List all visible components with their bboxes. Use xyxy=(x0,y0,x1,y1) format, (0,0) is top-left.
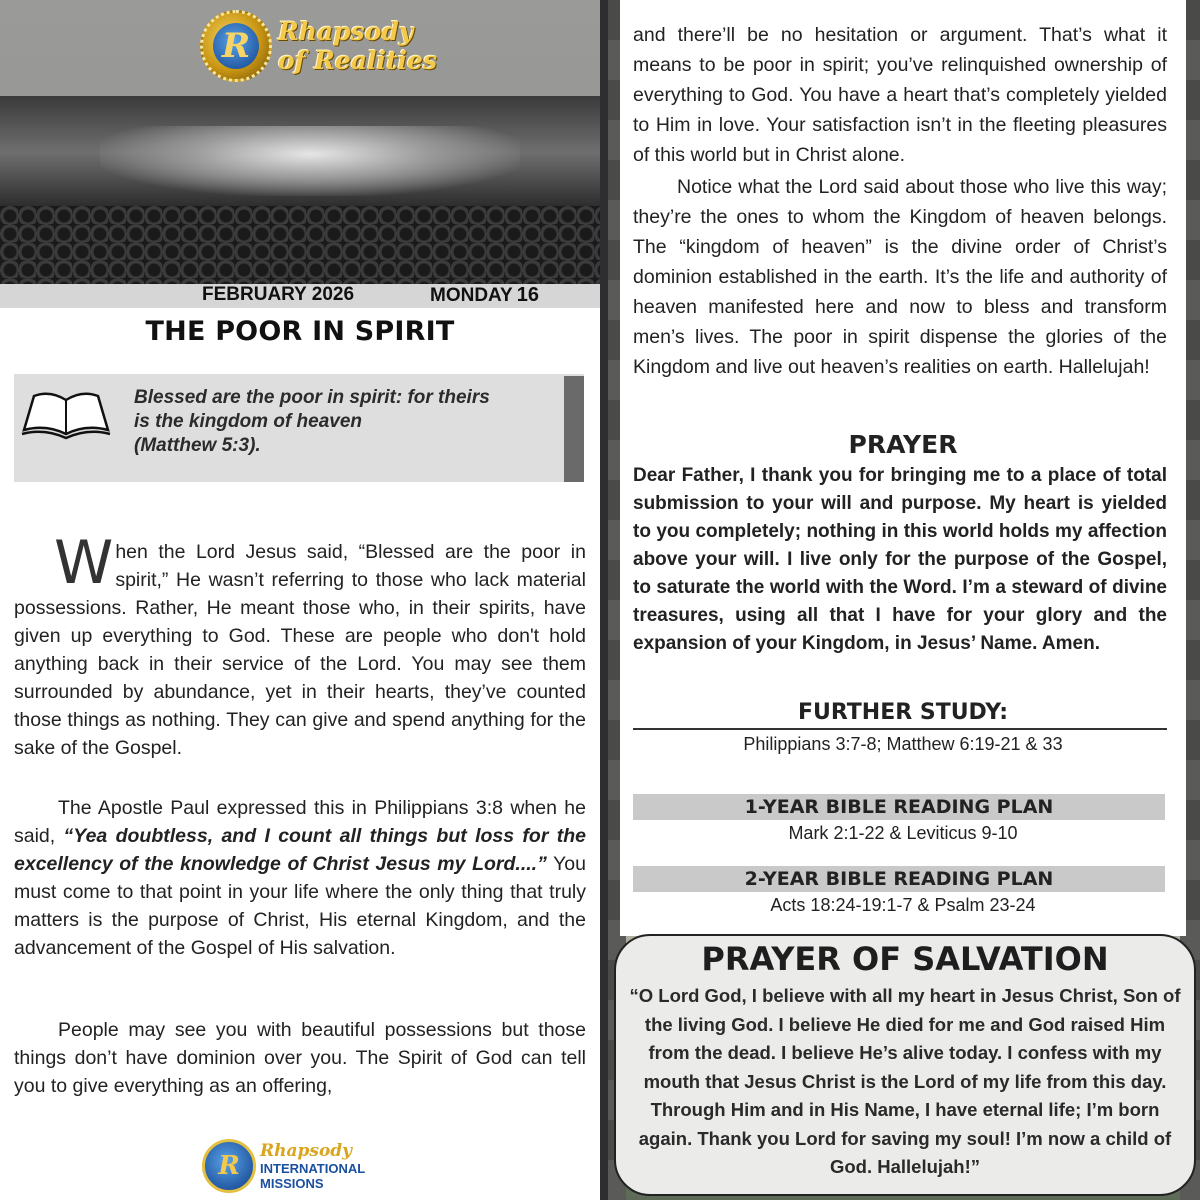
body-paragraph-3: People may see you with beautiful possessions but those things don’t have dominion over you. The Spirit of God can tell you to give everything as an offering, xyxy=(14,1019,586,1097)
further-study-refs: Philippians 3:7-8; Matthew 6:19-21 & 33 xyxy=(743,734,1063,754)
devotional-title: THE POOR IN SPIRIT xyxy=(145,316,455,347)
salvation-heading: PRAYER OF SALVATION xyxy=(701,940,1109,978)
page-gutter xyxy=(600,0,608,1200)
crowd-area xyxy=(0,206,600,284)
two-year-plan-heading: 2-YEAR BIBLE READING PLAN xyxy=(633,866,1165,892)
logo-line-1: Rhapsody xyxy=(278,17,414,46)
further-study-heading: FURTHER STUDY: xyxy=(797,700,1009,725)
body-paragraph-1: When the Lord Jesus said, “Blessed are the poor in spirit,” He wasn’t referring to those who lack material possessions. Rather, He meant those who, in their spirits, have given up everything to God. These are people who don't hold anything back in their service of the Lord. You may see them surrounded by abundance, yet in their hearts, they’ve counted those things as nothing. They can give and spend anything for the sake of the Gospel. xyxy=(14,528,586,759)
body-paragraph-5: Notice what the Lord said about those who live this way; they’re the ones to whom the Kingdom of heaven belongs. The “kingdom of heaven” is the divine order of Christ’s dominion established in the earth. It’s the life and authority of heaven manifested here and now to bless and transform men’s lives. The poor in spirit dispense the glories of the Kingdom and live out heaven’s realities on earth. Hallelujah! xyxy=(633,176,1167,378)
open-book-icon xyxy=(20,386,112,442)
scripture-quote: “Yea doubtless, and I count all things but loss for the excellency of the knowledge of Christ Jesus my Lord....” xyxy=(14,825,586,875)
one-year-plan-refs: Mark 2:1-22 & Leviticus 9-10 xyxy=(788,823,1018,843)
day-label: MONDAY 16 xyxy=(430,284,539,306)
day-number: 16 xyxy=(516,284,539,306)
logo-line-2: of Realities xyxy=(278,46,438,75)
globe-logo-icon: R xyxy=(202,1139,256,1193)
body-paragraph-4: and there’ll be no hesitation or argument. That’s what it means to be poor in spirit; you’ve relinquished ownership of everything to God. You have a heart that’s completely yielded to Him in love. Your satisfaction isn’t in the fleeting pleasures of this world but in Christ alone. xyxy=(633,24,1167,166)
congregation-photo xyxy=(0,96,600,284)
stage-area xyxy=(100,126,520,196)
drop-cap: W xyxy=(54,528,114,598)
key-verse: Blessed are the poor in spirit: for theirs is the kingdom of heaven (Matthew 5:3). xyxy=(134,387,490,456)
month-year: FEBRUARY 2026 xyxy=(202,284,355,305)
body-paragraph-2: The Apostle Paul expressed this in Philippians 3:8 when he said, “Yea doubtless, and I count all things but loss for the excellency of the knowledge of Christ Jesus my Lord....” You must come to that point in your life where the only thing that truly matters is the purpose of Christ, His eternal Kingdom, and the advancement of the Gospel of His salvation. xyxy=(14,797,586,959)
verse-box-edge xyxy=(564,376,584,482)
prayer-text: Dear Father, I thank you for bringing me to a place of total submission to your will and purpose. My heart is yielded to you completely; nothing in this world holds my affection above your will. I live only for the purpose of the Gospel, to saturate the world with the Word. I’m a steward of divine treasures, using all that I have for your glory and the expansion of your Kingdom, in Jesus’ Name. Amen. xyxy=(633,465,1167,654)
prayer-heading: PRAYER xyxy=(848,430,958,459)
globe-logo-icon: R xyxy=(200,10,272,82)
rhapsody-logo xyxy=(200,4,440,88)
divider xyxy=(633,728,1167,730)
rhapsody-missions-logo: R Rhapsody INTERNATIONAL MISSIONS xyxy=(202,1138,402,1194)
two-year-plan-refs: Acts 18:24-19:1-7 & Psalm 23-24 xyxy=(770,895,1036,915)
one-year-plan-heading: 1-YEAR BIBLE READING PLAN xyxy=(633,794,1165,820)
salvation-prayer: “O Lord God, I believe with all my heart in Jesus Christ, Son of the living God. I believe He died for me and God raised Him from the dead. I believe He’s alive today. I confess with my mouth that Jesus Christ is the Lord of my life from this day. Through Him and in His Name, I have eternal life; I’m born again. Thank you Lord for saving my soul! I’m now a child of God. Hallelujah!” xyxy=(629,985,1181,1177)
